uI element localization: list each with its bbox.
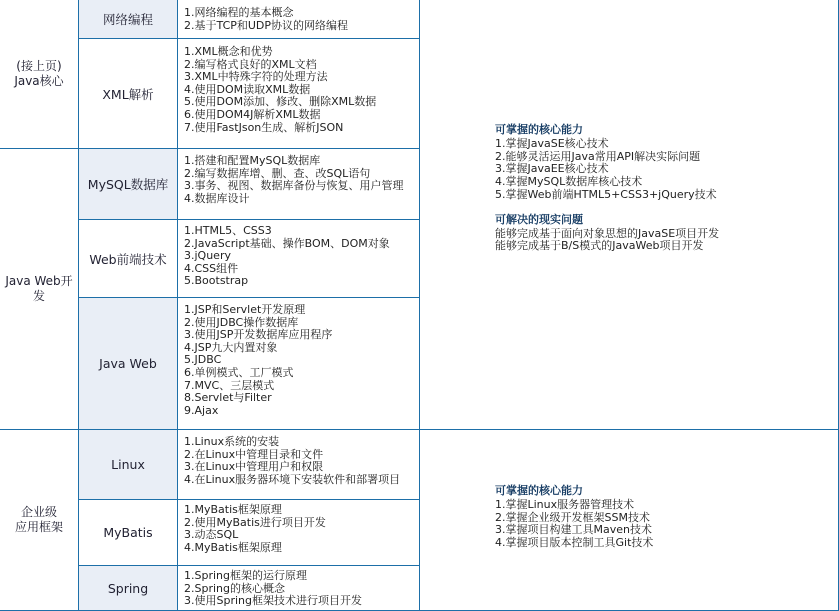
ability-line: 5.掌握Web前端HTML5+CSS3+jQuery技术 — [495, 187, 717, 201]
ability-cell-java — [420, 0, 839, 430]
category-cell-frameworks — [0, 430, 79, 611]
content-item: 3.使用JSP开发数据库应用程序 — [184, 328, 333, 342]
content-item: 4.CSS组件 — [184, 261, 239, 275]
content-item: 6.单例模式、工厂模式 — [184, 365, 294, 379]
content-item: 1.Linux系统的安装 — [184, 435, 280, 448]
content-item: 3.事务、视图、数据库备份与恢复、用户管理 — [184, 179, 404, 193]
ability-line: 4.掌握项目版本控制工具Git技术 — [495, 536, 654, 550]
ability-line: 2.掌握企业级开发框架SSM技术 — [495, 510, 650, 524]
problem-heading: 可解决的现实问题 — [495, 212, 583, 226]
module-cell-xml — [79, 39, 178, 149]
content-item: 1.MyBatis框架原理 — [184, 503, 282, 516]
content-item: 7.使用FastJson生成、解析JSON — [184, 120, 344, 134]
module-cell-spring — [79, 566, 178, 611]
category-cell-java-core — [0, 0, 79, 149]
problem-line: 能够完成基于面向对象思想的JavaSE项目开发 — [495, 226, 720, 240]
module-name: XML解析 — [102, 86, 154, 102]
content-item: 4.JSP九大内置对象 — [184, 340, 278, 354]
module-content-linux — [178, 430, 420, 500]
content-item: 4.使用DOM读取XML数据 — [184, 82, 311, 96]
module-cell-mysql — [79, 149, 178, 220]
module-name: MySQL数据库 — [87, 177, 169, 192]
content-item: 9.Ajax — [184, 403, 219, 417]
module-content-web-frontend — [178, 220, 420, 298]
category-label: Java核心 — [14, 74, 64, 88]
content-item: 2.在Linux中管理目录和文件 — [184, 447, 324, 461]
ability-line: 3.掌握JavaEE核心技术 — [495, 162, 609, 176]
content-item: 1.搭建和配置MySQL数据库 — [184, 154, 321, 167]
module-cell-network — [79, 0, 178, 39]
content-item: 8.Servlet与Filter — [184, 391, 272, 405]
module-name: 网络编程 — [102, 12, 153, 27]
content-item: 3.XML中特殊字符的处理方法 — [184, 70, 328, 84]
content-item: 1.XML概念和优势 — [184, 45, 273, 58]
ability-heading: 可掌握的核心能力 — [495, 484, 583, 497]
content-item: 1.JSP和Servlet开发原理 — [184, 303, 306, 316]
module-name: Spring — [107, 580, 149, 596]
content-item: 1.HTML5、CSS3 — [184, 224, 272, 237]
content-item: 2.基于TCP和UDP协议的网络编程 — [184, 18, 349, 32]
content-item: 2.使用MyBatis进行项目开发 — [184, 515, 326, 529]
module-content-java-web — [178, 298, 420, 430]
module-cell-mybatis — [79, 500, 178, 566]
content-item: 2.Spring的核心概念 — [184, 581, 285, 595]
ability-line: 3.掌握项目构建工具Maven技术 — [495, 523, 652, 537]
module-content-xml — [178, 39, 420, 149]
content-item: 4.在Linux服务器环境下安装软件和部署项目 — [184, 472, 401, 486]
content-item: 3.在Linux中管理用户和权限 — [184, 460, 324, 474]
module-name: Web前端技术 — [89, 251, 167, 267]
ability-line: 4.掌握MySQL数据库核心技术 — [495, 175, 643, 189]
content-item: 2.编写数据库增、删、查、改SQL语句 — [184, 166, 371, 180]
content-item: 2.编写格式良好的XML文档 — [184, 57, 317, 71]
content-item: 1.网络编程的基本概念 — [184, 6, 294, 19]
ability-line: 1.掌握JavaSE核心技术 — [495, 136, 609, 150]
content-item: 5.使用DOM添加、修改、删除XML数据 — [184, 95, 377, 109]
content-item: 4.数据库设计 — [184, 191, 250, 205]
content-item: 6.使用DOM4J解析XML数据 — [184, 107, 321, 121]
ability-block — [495, 485, 653, 550]
content-item: 3.jQuery — [184, 249, 231, 263]
module-name: Linux — [111, 457, 145, 472]
category-label: 企业级 — [20, 505, 57, 519]
content-item: 3.使用Spring框架技术进行项目开发 — [184, 594, 362, 608]
module-content-mysql — [178, 149, 420, 220]
problem-line: 能够完成基于B/S模式的JavaWeb项目开发 — [495, 239, 704, 253]
category-label: 应用框架 — [14, 520, 63, 534]
ability-block — [495, 124, 719, 253]
module-name: Java Web — [99, 356, 157, 371]
module-content-mybatis — [178, 500, 420, 566]
module-content-spring — [178, 566, 420, 611]
content-item: 7.MVC、三层模式 — [184, 378, 275, 392]
ability-line: 2.能够灵活运用Java常用API解决实际问题 — [495, 149, 701, 163]
content-item: 5.JDBC — [184, 353, 222, 367]
content-item: 2.使用JDBC操作数据库 — [184, 315, 299, 329]
module-cell-java-web — [79, 298, 178, 430]
content-item: 3.动态SQL — [184, 528, 239, 542]
module-cell-linux — [79, 430, 178, 500]
category-cell-java-web — [0, 149, 79, 430]
content-item: 4.MyBatis框架原理 — [184, 540, 282, 554]
category-label: Java Web开发 — [5, 274, 73, 303]
module-name: MyBatis — [103, 525, 153, 540]
ability-cell-frameworks — [420, 430, 839, 611]
content-item: 2.JavaScript基础、操作BOM、DOM对象 — [184, 236, 390, 250]
module-content-network — [178, 0, 420, 39]
ability-line: 1.掌握Linux服务器管理技术 — [495, 497, 635, 511]
module-cell-web-frontend — [79, 220, 178, 298]
category-label: (接上页) — [16, 59, 62, 73]
ability-heading: 可掌握的核心能力 — [495, 123, 583, 136]
content-item: 5.Bootstrap — [184, 274, 249, 288]
content-item: 1.Spring框架的运行原理 — [184, 569, 307, 582]
